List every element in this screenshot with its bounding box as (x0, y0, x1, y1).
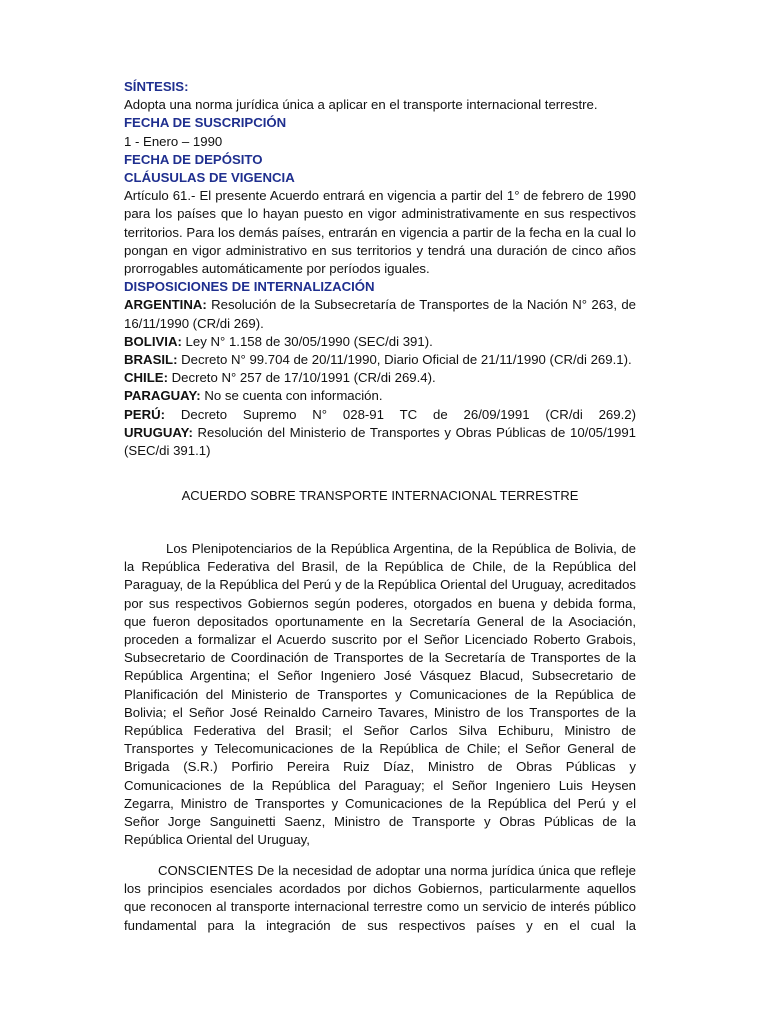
country-text: Decreto N° 99.704 de 20/11/1990, Diario Oficial de 21/11/1990 (CR/di 269.1). (177, 352, 632, 368)
summary-section (124, 78, 636, 460)
country-text: No se cuenta con información. (200, 388, 383, 404)
country-text: Decreto N° 257 de 17/10/1991 (CR/di 269.4). (167, 370, 436, 386)
country-text: Decreto Supremo N° 028-91 TC de 26/09/1991 (CR/di 269.2) (165, 406, 636, 422)
country-text: Ley N° 1.158 de 30/05/1990 (SEC/di 391). (181, 333, 433, 349)
country-label: BOLIVIA: (124, 333, 182, 349)
document-title: ACUERDO SOBRE TRANSPORTE INTERNACIONAL TERRESTRE (181, 488, 579, 503)
country-text: Resolución de la Subsecretaría de Transportes de la Nación N° 263, de 16/11/1990 (CR/di 269). (124, 297, 636, 331)
country-entry (124, 424, 636, 460)
country-label: BRASIL: (124, 352, 178, 368)
country-entry (124, 351, 636, 369)
paragraph-conscientes: CONSCIENTES De la necesidad de adoptar una norma jurídica única que refleje los principios esenciales acordados por dichos Gobiernos, particularmente aquellos que reconocen al transporte internacional terrestre como un servicio de interés público fundamental para la integración de sus respectivos países y en el cual la (124, 863, 636, 933)
internalizacion-heading: DISPOSICIONES DE INTERNALIZACIÓN (124, 279, 375, 295)
country-entry (124, 333, 636, 351)
country-entry (124, 406, 636, 424)
fecha-suscripcion-text: 1 - Enero – 1990 (124, 133, 223, 149)
country-entry (124, 387, 636, 405)
country-label: PARAGUAY: (124, 388, 201, 404)
sintesis-text: Adopta una norma jurídica única a aplicar en el transporte internacional terrestre. (124, 97, 598, 113)
fecha-deposito-heading: FECHA DE DEPÓSITO (124, 151, 263, 167)
fecha-suscripcion-heading: FECHA DE SUSCRIPCIÓN (124, 115, 287, 131)
vigencia-heading: CLÁUSULAS DE VIGENCIA (124, 170, 295, 186)
country-text: Resolución del Ministerio de Transportes y Obras Públicas de 10/05/1991 (SEC/di 391.1) (124, 424, 636, 459)
sintesis-heading: SÍNTESIS: (124, 79, 189, 94)
paragraph-plenipotenciarios: Los Plenipotenciarios de la República Argentina, de la República de Bolivia, de la República Federativa del Brasil, de la República de Chile, de la República del Paraguay, de la República del Perú y de la República Oriental del Uruguay, acreditados por sus respectivos Gobiernos según poderes, otorgados en buena y debida forma, que fueron depositados oportunamente en la Secretaría General de la Asociación, proceden a formalizar el Acuerdo suscrito por el Señor Licenciado Roberto Grabois, Subsecretario de Coordinación de Transportes de la Secretaría de Transportes de la República Argentina; el Señor Ingeniero José Vásquez Blacud, Subsecretario de Planificación del Ministerio de Transportes y Comunicaciones de la República de Bolivia; el Señor José Reinaldo Carneiro Tavares, Ministro de los Transportes de la República Federativa del Brasil; el Señor Carlos Silva Echiburu, Ministro de Transportes y Telecomunicaciones de la República de Chile; el Señor General de Brigada (S.R.) Porfirio Pereira Ruiz Díaz, Ministro de Obras Públicas y Comunicaciones de la República del Paraguay; el Señor Ingeniero Luis Heysen Zegarra, Ministro de Transportes y Comunicaciones de la República del Perú y el Señor Jorge Sanguinetti Saenz, Ministro de Transporte y Obras Públicas de la República Oriental del Uruguay, (124, 541, 636, 848)
country-label: URUGUAY: (124, 424, 193, 440)
country-entry (124, 369, 636, 387)
vigencia-text: Artículo 61.- El presente Acuerdo entrará en vigencia a partir del 1° de febrero de 1990 para los países que lo hayan puesto en vigor administrativamente en sus respectivos territorios. Para los demás países, entrarán en vigencia a partir de la fecha en la cual lo pongan en vigor administrativo en sus territorios y tendrá una duración de cinco años prorrogables automáticamente por períodos iguales. (124, 188, 636, 277)
country-label: ARGENTINA: (124, 297, 207, 313)
country-entry (124, 296, 636, 332)
country-label: PERÚ: (124, 406, 166, 422)
country-label: CHILE: (124, 370, 168, 386)
